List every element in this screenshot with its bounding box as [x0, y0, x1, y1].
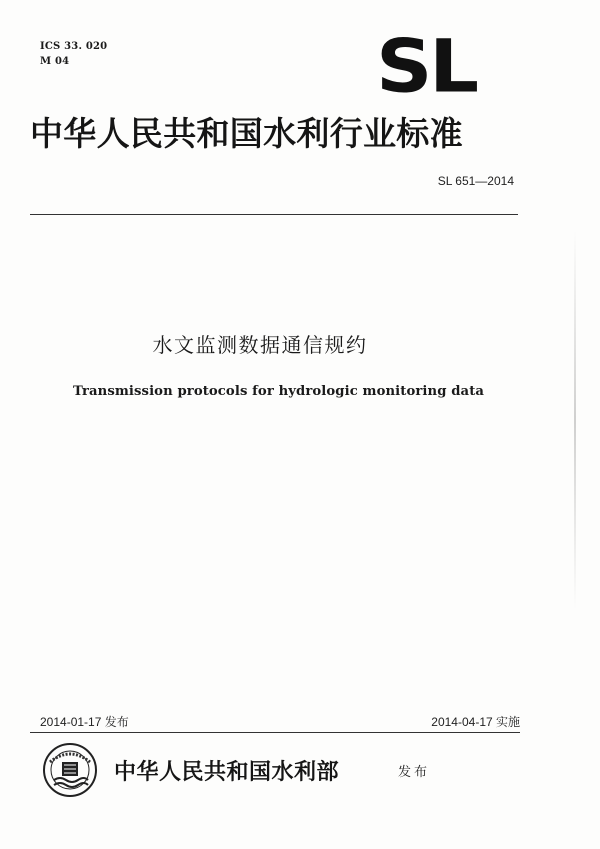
publish-label: 发布	[398, 765, 431, 780]
document-title-chinese: 水文监测数据通信规约	[152, 333, 368, 357]
scan-edge-shadow	[574, 230, 576, 610]
document-title-english: Transmission protocols for hydrologic monitoring data	[73, 384, 485, 399]
issuing-ministry-name: 中华人民共和国水利部	[114, 759, 340, 785]
classification-code: M 04	[40, 56, 70, 67]
ministry-seal-icon	[42, 742, 98, 798]
sl-logo: SL	[376, 23, 476, 110]
footer-divider	[30, 732, 520, 733]
ics-code: ICS 33. 020	[40, 41, 108, 52]
standard-category-title: 中华人民共和国水利行业标准	[30, 114, 463, 153]
standard-number: SL 651—2014	[437, 174, 514, 188]
issue-date: 2014-01-17 发布	[40, 715, 129, 729]
header-divider	[30, 214, 518, 215]
implementation-date: 2014-04-17 实施	[431, 715, 520, 729]
